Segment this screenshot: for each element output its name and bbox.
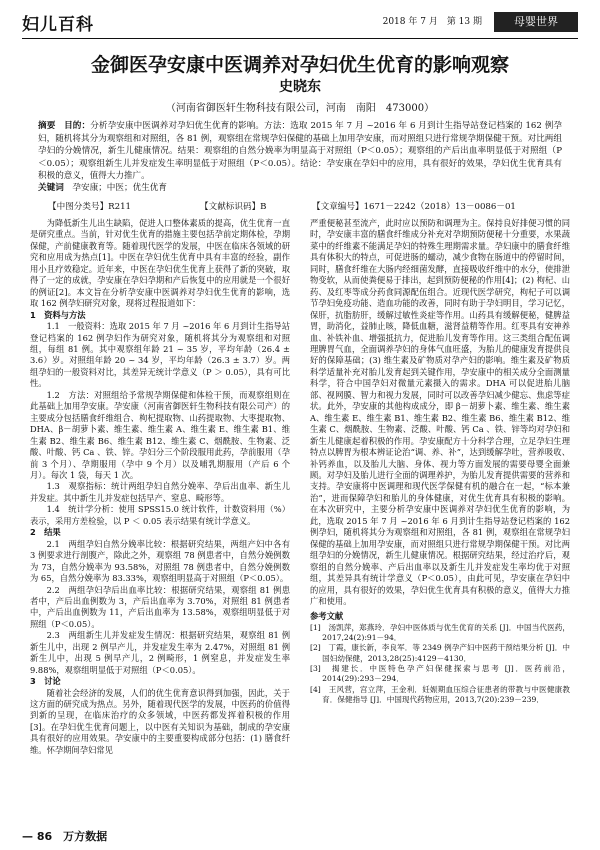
article-author: 史晓东 — [279, 79, 321, 95]
body-paragraph: 1.2 方法：对照组给予常规孕期保健和体检干预，而观察组则在此基础上加用孕安康。孕安康（河南省御医轩生物科技有限公司产）的主要成分包括膳食纤维组合、枸杞提取物、山药提取物、大枣提取物、DHA、β－胡萝卜素、维生素、维生素 A、维生素 E、维生素 B1、维生素 B2、维生素 B6、维生素 B12、维生素 C、烟酰胺、生物素、泛酸、叶酸、钙 Ca 、铁、锌。孕妇分三个阶段服用此药，孕前服用（孕前 3 个月）、孕期服用（孕中 9 个月）以及哺乳期服用（产后 6 个月）。每次 1 袋，每天 1 次。 — [30, 389, 290, 480]
abstract-label: 摘要 目的： — [38, 121, 91, 131]
references-heading: 参考文献 — [310, 611, 344, 622]
page-number: 86 — [36, 830, 53, 843]
body-paragraph: 1.1 一般资料：选取 2015 年 7 月 ~2016 年 6 月到计生指导站登记档案的 162 例孕妇作为研究对象，随机将其分为观察组和对照组，每组 81 例。其中观察组年龄 21 ~ 35 岁，平均年龄（26.4 ± 3.6）岁。对照组年龄 20 ~ 34 岁，平均年龄（26.3 ± 3.7）岁。两组孕妇的一般资料对比，其差异无统计学意义（P ＞ 0.05），具有可比性。 — [30, 321, 290, 389]
body-paragraph: 2.3 两组新生儿并发症发生情况：根据研究结果，观察组 81 例新生儿中，出现 2 例早产儿，并发症发生率为 2.47%，对照组 81 例新生儿中，出现 5 例早产儿，2 例畸形，1 例窒息，并发症发生率 9.88%，观察组明显低于对照组（P＜0.05）。 — [30, 630, 290, 675]
abstract — [38, 120, 562, 183]
reference-item: [2] 丁霞，康长新，李良军．等 2349 例孕产妇中医药干预结果分析 [J]．中国妇幼保健，2013,28(25):4129－4130． — [310, 643, 570, 663]
reference-item: [3] 揭建长．中医特色孕产妇保健探索与思考 [J]．医药前沿，2014(29):293－294． — [310, 664, 570, 684]
page-footer: — 86 万方数据 — [22, 830, 108, 843]
issue-info: 2018 年 7 月 第 13 期 — [382, 17, 482, 27]
abstract-text: 分析孕安康中医调养对孕妇优生优育的影响。方法：选取 2015 年 7 月 ~2016 年 6 月到计生指导站登记档案的 162 例孕妇，随机将其分为观察组和对照组，各 81 例，观察组在常规孕妇保健的基础上加用孕安康，而对照组只进行常规孕期保健干预。对比两组孕妇的分娩情况，新生儿健康情况。结果：观察组的自然分娩率为明显高于对照组（P＜0.05）；观察组的产后出血率明显低于对照组（P＜0.05）；观察组新生儿并发症发生率明显低于对照组（P＜0.05）。结论：孕安康在孕妇中的应用，具有很好的效果，孕妇优生优育具有积极的意义，值得大力推广。 — [38, 121, 562, 182]
section-heading: 1 资料与方法 — [30, 309, 86, 320]
reference-item: [4] 王风营，宫立萍，王金利．妊娠期血压综合征患者的带教与中医健康教育．保健指导 [J]．中国现代药物应用，2013,7(20):239－239． — [310, 684, 570, 704]
intro-paragraph: 为降低新生儿出生缺陷，促进人口整体素质的提高，优生优育一直是研究重点。当前，针对优生优育的措施主要包括孕前定期体检，孕期保健，产前健康教育等。随着现代医学的发展，中医在临床各领域的研究和应用成为热点[1]。中医在孕妇优生优育中具有丰富的经验，副作用小且疗效稳定。近年来，中医在孕妇优生优育上获得了新的突破，取得了一定的成就，孕安康在孕妇孕期和产后恢复中的应用就是一个很好的例证[2]。本文旨在分析孕安康中医调养对孕妇优生优育的影响，选取 162 例孕妇研究对象，现将过程报道如下： — [30, 218, 290, 309]
document-code: 【文献标识码】B — [200, 202, 267, 212]
article-title: 金御医孕安康中医调养对孕妇优生优育的影响观察 — [90, 54, 509, 76]
body-paragraph: 严重便秘甚至流产，此时应以预防和调理为主。保持良好排便习惯的同时，孕安康丰富的膳食纤维成分补充对孕期预防便秘十分重要，水果蔬菜中的纤维素不能满足孕妇的特殊生理期需求量。孕妇康中的膳食纤维具有体积大的特点，可促进肠的蠕动，减少食物在肠道中的停留时间，同时，膳食纤维在大肠内经细菌发酵，直接吸收纤维中的水分，使排泄物变软，从而使粪便易于排出，起到预防便秘的作用[4]；(2) 枸杞、山药、及红枣等成分药食同源配伍组合。近现代医学研究，枸杞子可以调节孕妇免疫功能、造血功能的改善，同时有助于孕妇明目，学习记忆，保肝，抗脂肪肝，缓解过敏性炎症等作用。山药具有缓解便秘，健脾益胃，助消化，益肺止咳，降低血糖，滋肾益精等作用。红枣具有安神养血、补铁补血、增强抵抗力，促进胎儿发育等作用。这三类组合配伍调理脾胃气血，全面调养孕妇的身体气血旺盛，为胎儿的健康发育提供良好的保障基础；(3) 维生素及矿物质对孕产妇的影响。维生素及矿物质科学适量补充对胎儿发育起到关键作用，孕安康中的相关成分全面测量科学，符合中国孕妇对微量元素摄入的需求。DHA 可以促进胎儿脑部、视网膜、智力和视力发展，同时可以改善孕妇减少健忘、焦虑等症状。此外，孕安康的其他构成成分，即 β－胡萝卜素、维生素、维生素 A、维生素 E、维生素 B1、维生素 B2、维生素 B6、维生素 B12、维生素 C、烟酰胺、生物素、泛酸、叶酸、钙 Ca 、铁、锌等均对孕妇和新生儿健康起着积极的作用。孕安康配方十分科学合理，立足孕妇生理特点以脾胃为根本辨证论治“调、养、补”，达到缓解孕吐，营养吸收、补钙养血，以及胎儿大脑、身体、视力等方面发展的需要母婴全面兼顾。对孕妇及胎儿进行全面的调理养护，为胎儿发育提供需要的营养和支持。孕安康将中医调理和现代医学保健有机的融合在一起，“标本兼治”，进而保障孕妇和胎儿的身体健康，对优生优育具有积极的影响。在本次研究中，主要分析孕安康中医调养对孕妇优生优育的影响，为此，选取 2015 年 7 月 ~2016 年 6 月到计生指导站登记档案的 162 例孕妇，随机将其分为观察组和对照组，各 81 例，观察组在常规孕妇保健的基础上加用孕安康，而对照组只进行常规孕期保健干预。对比两组孕妇的分娩情况，新生儿健康情况。根据研究结果，经过治疗后，观察组的自然分娩率、产后出血率以及新生儿并发症发生率均优于对照组，其差异具有统计学意义（P＜0.05），由此可见，孕安康在孕妇中的应用，具有很好的效果，孕妇优生优育具有积极的意义，值得大力推广和使用。 — [310, 218, 570, 606]
header-rule — [22, 38, 578, 39]
body-paragraph: 随着社会经济的发展，人们的优生优育意识得到加强，因此，关于这方面的研究成为热点。另外，随着现代医学的发展，中医药的价值得到新的呈现，在临床治疗的众多领域，中医药都发挥着积极的作用[3]。在孕妇优生优育问题上，以中医有关知识为基础，制成的孕安康具有很好的应用效果。孕安康中的主要重要构成部分包括：(1) 膳食纤维。怀孕期间孕妇常见 — [30, 687, 290, 755]
page-header — [0, 0, 600, 38]
right-column — [310, 218, 570, 705]
clc-number: 【中图分类号】R211 — [48, 202, 132, 212]
publisher-name: 万方数据 — [63, 830, 108, 843]
section-heading: 3 讨论 — [30, 676, 61, 687]
body-paragraph: 1.3 观察指标：统计两组孕妇自然分娩率、孕后出血率、新生儿并发症。其中新生儿并发症包括早产、窒息、畸形等。 — [30, 481, 290, 503]
body-paragraph: 2.1 两组孕妇自然分娩率比较：根据研究结果，两组产妇中各有 3 例要求进行剖腹产，除此之外，观察组 78 例患者中，自然分娩例数为 73，自然分娩率为 93.58%，对照组 78 例患者中，自然分娩例数为 65，自然分娩率为 83.33%，观察组明显高于对照组（P＜0.05）。 — [30, 538, 290, 584]
article-number: 【文章编号】1671－2242（2018）13－0086－01 — [312, 202, 516, 212]
section-badge: 母婴世界 — [494, 12, 578, 32]
journal-name: 妇儿百科 — [22, 15, 94, 35]
body-paragraph: 1.4 统计学分析：使用 SPSS15.0 统计软件，计数资料用（%）表示，采用方差检验，以 P ＜ 0.05 表示结果有统计学意义。 — [30, 504, 290, 526]
section-heading: 2 结果 — [30, 527, 61, 538]
body-paragraph: 2.2 两组孕妇孕后出血率比较：根据研究结果，观察组 81 例患者中，产后出血例数为 3，产后出血率为 3.70%，对照组 81 例患者中，产后出血例数为 11，产后出血率为 13.58%，观察组明显低于对照组（P＜0.05）。 — [30, 584, 290, 629]
article-affiliation: （河南省御医轩生物科技有限公司，河南 南阳 473000） — [165, 103, 435, 114]
keywords-text: 孕安康；中医；优生优育 — [72, 183, 167, 193]
keywords-label: 关键词 — [38, 183, 64, 193]
reference-list — [310, 623, 570, 705]
reference-item: [1] 汤凯萍，郑燕玲．孕妇中医体质与优生优育的关系 [J]．中国当代医药，2017,24(2):91－94． — [310, 622, 570, 643]
keywords — [38, 181, 562, 193]
left-column — [30, 218, 290, 756]
